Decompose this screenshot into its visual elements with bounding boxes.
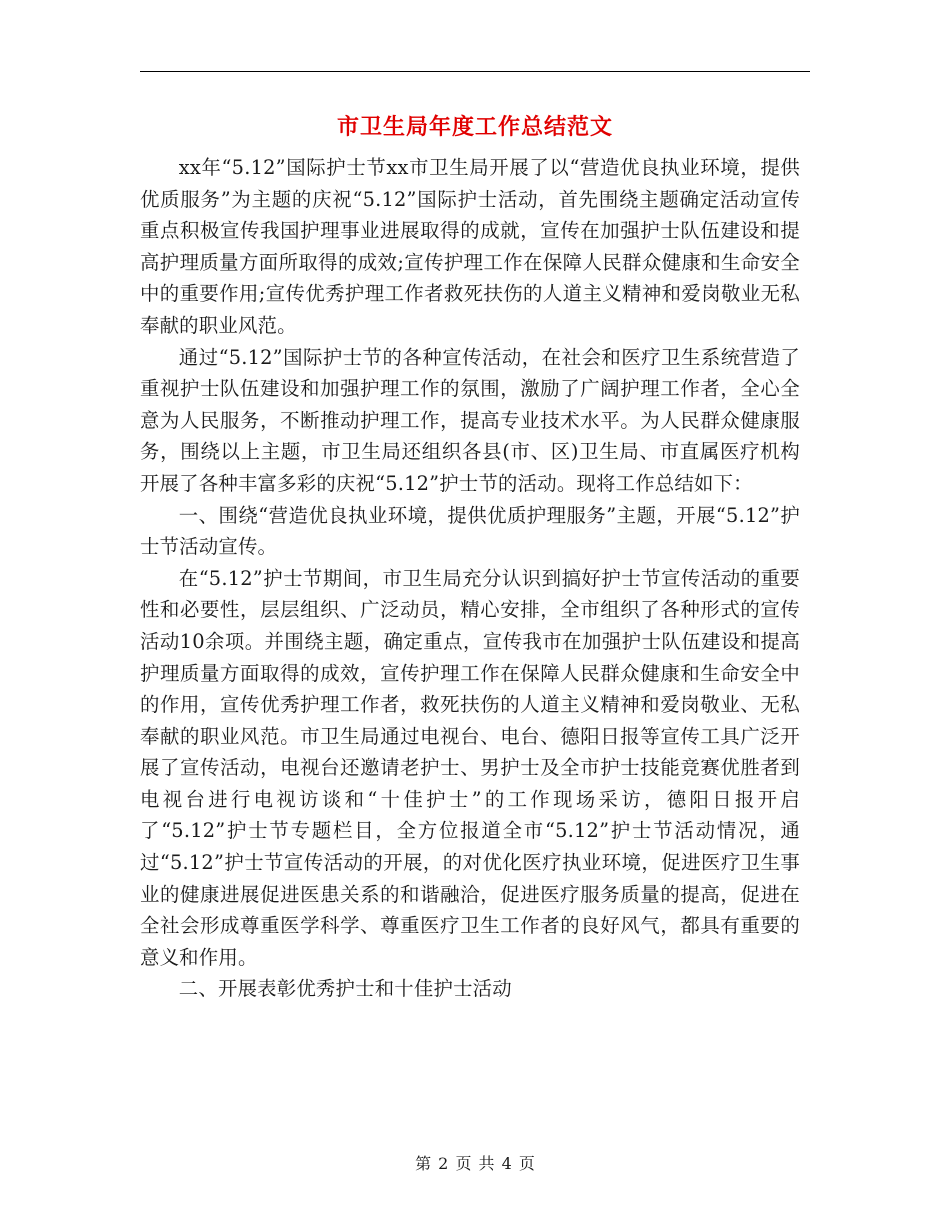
paragraph-overview: 通过“5.12”国际护士节的各种宣传活动，在社会和医疗卫生系统营造了重视护士队伍建设和加强护理工作的氛围，激励了广阔护理工作者，全心全意为人民服务，不断推动护理工作，提高专业技术水平。为人民群众健康服务，围绕以上主题，市卫生局还组织各县(市、区)卫生局、市直属医疗机构开展了各种丰富多彩的庆祝“5.12”护士节的活动。现将工作总结如下： xyxy=(140,345,800,495)
header-rule xyxy=(140,71,810,72)
document-body xyxy=(140,152,800,1005)
document-title: 市卫生局年度工作总结范文 xyxy=(336,114,613,140)
paragraph-publicity: 在“5.12”护士节期间，市卫生局充分认识到搞好护士节宣传活动的重要性和必要性，层层组织、广泛动员，精心安排，全市组织了各种形式的宣传活动10余项。并围绕主题，确定重点，宣传我市在加强护士队伍建设和提高护理质量方面取得的成效，宣传护理工作在保障人民群众健康和生命安全中的作用，宣传优秀护理工作者，救死扶伤的人道主义精神和爱岗敬业、无私奉献的职业风范。市卫生局通过电视台、电台、德阳日报等宣传工具广泛开展了宣传活动，电视台还邀请老护士、男护士及全市护士技能竞赛优胜者到电视台进行电视访谈和“十佳护士”的工作现场采访，德阳日报开启了“5.12”护士节专题栏目，全方位报道全市“5.12”护士节活动情况，通过“5.12”护士节宣传活动的开展，的对优化医疗执业环境，促进医疗卫生事业的健康进展促进医患关系的和谐融洽，促进医疗服务质量的提高，促进在全社会形成尊重医学科学、尊重医疗卫生工作者的良好风气，都具有重要的意义和作用。 xyxy=(140,566,800,969)
paragraph-intro: xx年“5.12”国际护士节xx市卫生局开展了以“营造优良执业环境，提供优质服务”为主题的庆祝“5.12”国际护士活动，首先围绕主题确定活动宣传重点积极宣传我国护理事业进展取得的成就，宣传在加强护士队伍建设和提高护理质量方面所取得的成效;宣传护理工作在保障人民群众健康和生命安全中的重要作用;宣传优秀护理工作者救死扶伤的人道主义精神和爱岗敬业无私奉献的职业风范。 xyxy=(140,156,800,337)
section-heading-1: 一、围绕“营造优良执业环境，提供优质护理服务”主题，开展“5.12”护士节活动宣传。 xyxy=(140,503,800,559)
page-number: 第 2 页 共 4 页 xyxy=(415,1154,535,1173)
section-heading-2: 二、开展表彰优秀护士和十佳护士活动 xyxy=(178,977,512,1001)
